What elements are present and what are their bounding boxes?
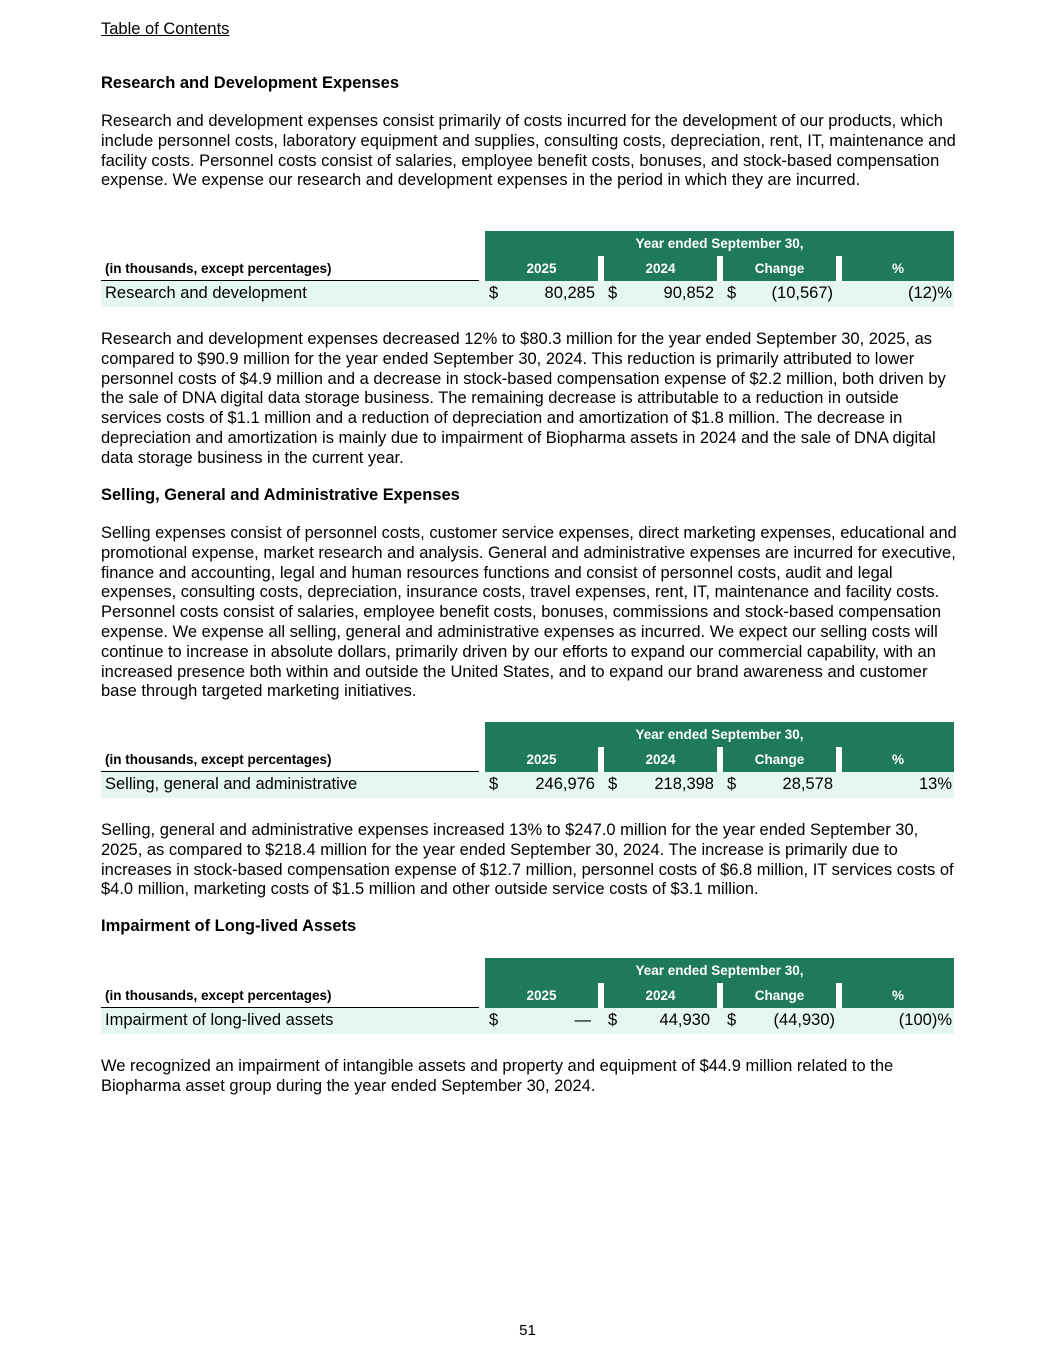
rd-table xyxy=(101,231,954,310)
sga-col-2025: 2025 xyxy=(485,747,598,772)
value-2024: 44,930 xyxy=(659,1011,710,1029)
rd-col-change: Change xyxy=(723,256,836,281)
rd-col-2024: 2024 xyxy=(604,256,717,281)
currency-symbol: $ xyxy=(608,1011,618,1029)
currency-symbol: $ xyxy=(489,775,499,793)
currency-symbol: $ xyxy=(608,284,618,302)
sga-period-header: Year ended September 30, xyxy=(485,722,954,747)
imp-period-header: Year ended September 30, xyxy=(485,958,954,983)
sga-unit-label: (in thousands, except percentages) xyxy=(101,747,479,772)
value-change: 28,578 xyxy=(782,775,833,793)
currency-symbol: $ xyxy=(489,1011,499,1029)
value-change: (10,567) xyxy=(771,284,833,302)
sga-intro-paragraph: Selling expenses consist of personnel costs, customer service expenses, direct marketing expenses, educational and promotional expense, market research and analysis. General and administrative expenses are incurred for executive, finance and accounting, legal and human resources functions and consist of personnel costs, audit and legal expenses, consulting costs, depreciation, insurance costs, travel expenses, rent, IT, maintenance and facility costs. Personnel costs consist of salaries, employee benefit costs, bonuses, commissions and stock-based compensation expense. We expense all selling, general and administrative expenses as incurred. We expect our selling costs will continue to increase in absolute dollars, primarily driven by our efforts to expand our commercial capability, with an increased presence both within and outside the United States, and to expand our brand awareness and customer base through targeted marketing initiatives. xyxy=(101,524,957,701)
table-row xyxy=(101,1008,954,1034)
sga-col-2024: 2024 xyxy=(604,747,717,772)
currency-symbol: $ xyxy=(608,775,618,793)
rd-period-header: Year ended September 30, xyxy=(485,231,954,256)
value-2025: 80,285 xyxy=(544,284,595,302)
row-label: Research and development xyxy=(105,284,307,302)
rd-unit-label: (in thousands, except percentages) xyxy=(101,256,479,281)
table-row xyxy=(101,281,954,307)
value-pct: (12)% xyxy=(907,284,952,302)
row-label: Selling, general and administrative xyxy=(105,775,358,793)
value-2024: 218,398 xyxy=(654,775,714,793)
rd-intro-paragraph: Research and development expenses consist primarily of costs incurred for the development of our products, which include personnel costs, laboratory equipment and supplies, consulting costs, depreciation, rent, IT, maintenance and facility costs. Personnel costs consist of salaries, employee benefit costs, bonuses, and stock-based compensation expense. We expense our research and development expenses in the period in which they are incurred. xyxy=(101,112,956,190)
sga-col-pct: % xyxy=(842,747,954,772)
imp-col-2025: 2025 xyxy=(485,983,598,1008)
imp-unit-label: (in thousands, except percentages) xyxy=(101,983,479,1008)
sga-col-change: Change xyxy=(723,747,836,772)
imp-col-pct: % xyxy=(842,983,954,1008)
rd-heading: Research and Development Expenses xyxy=(101,74,400,92)
value-2025: — xyxy=(574,1011,591,1029)
currency-symbol: $ xyxy=(727,284,737,302)
imp-col-change: Change xyxy=(723,983,836,1008)
value-2024: 90,852 xyxy=(663,284,714,302)
currency-symbol: $ xyxy=(727,775,737,793)
rd-discussion-paragraph: Research and development expenses decreased 12% to $80.3 million for the year ended September 30, 2025, as compared to $90.9 million for the year ended September 30, 2024. This reduction is primarily attributed to lower personnel costs of $4.9 million and a decrease in stock-based compensation expense of $2.2 million, both driven by the sale of DNA digital data storage business. The remaining decrease is attributable to a reduction in outside services costs of $1.1 million and a reduction of depreciation and amortization of $1.8 million. The decrease in depreciation and amortization is mainly due to impairment of Biopharma assets in 2024 and the sale of DNA digital data storage business in the current year. xyxy=(101,330,946,467)
value-change: (44,930) xyxy=(773,1011,835,1029)
rd-col-2025: 2025 xyxy=(485,256,598,281)
sga-table xyxy=(101,722,954,801)
impairment-table xyxy=(101,958,954,1037)
page-number: 51 xyxy=(519,1322,536,1339)
table-row xyxy=(101,772,954,798)
row-label: Impairment of long-lived assets xyxy=(105,1011,334,1029)
value-pct: 13% xyxy=(918,775,952,793)
currency-symbol: $ xyxy=(489,284,499,302)
sga-heading: Selling, General and Administrative Expenses xyxy=(101,486,460,504)
currency-symbol: $ xyxy=(727,1011,737,1029)
imp-col-2024: 2024 xyxy=(604,983,717,1008)
impairment-discussion-paragraph: We recognized an impairment of intangible assets and property and equipment of $44.9 million related to the Biopharma asset group during the year ended September 30, 2024. xyxy=(101,1057,894,1095)
table-of-contents-link[interactable]: Table of Contents xyxy=(101,20,230,38)
impairment-heading: Impairment of Long-lived Assets xyxy=(101,917,357,935)
sga-discussion-paragraph: Selling, general and administrative expenses increased 13% to $247.0 million for the year ended September 30, 2025, as compared to $218.4 million for the year ended September 30, 2024. The increase is primarily due to increases in stock-based compensation expense of $12.7 million, personnel costs of $6.8 million, IT services costs of $4.0 million, marketing costs of $1.5 million and other outside service costs of $3.1 million. xyxy=(101,821,954,899)
value-2025: 246,976 xyxy=(535,775,595,793)
value-pct: (100)% xyxy=(898,1011,952,1029)
rd-col-pct: % xyxy=(842,256,954,281)
